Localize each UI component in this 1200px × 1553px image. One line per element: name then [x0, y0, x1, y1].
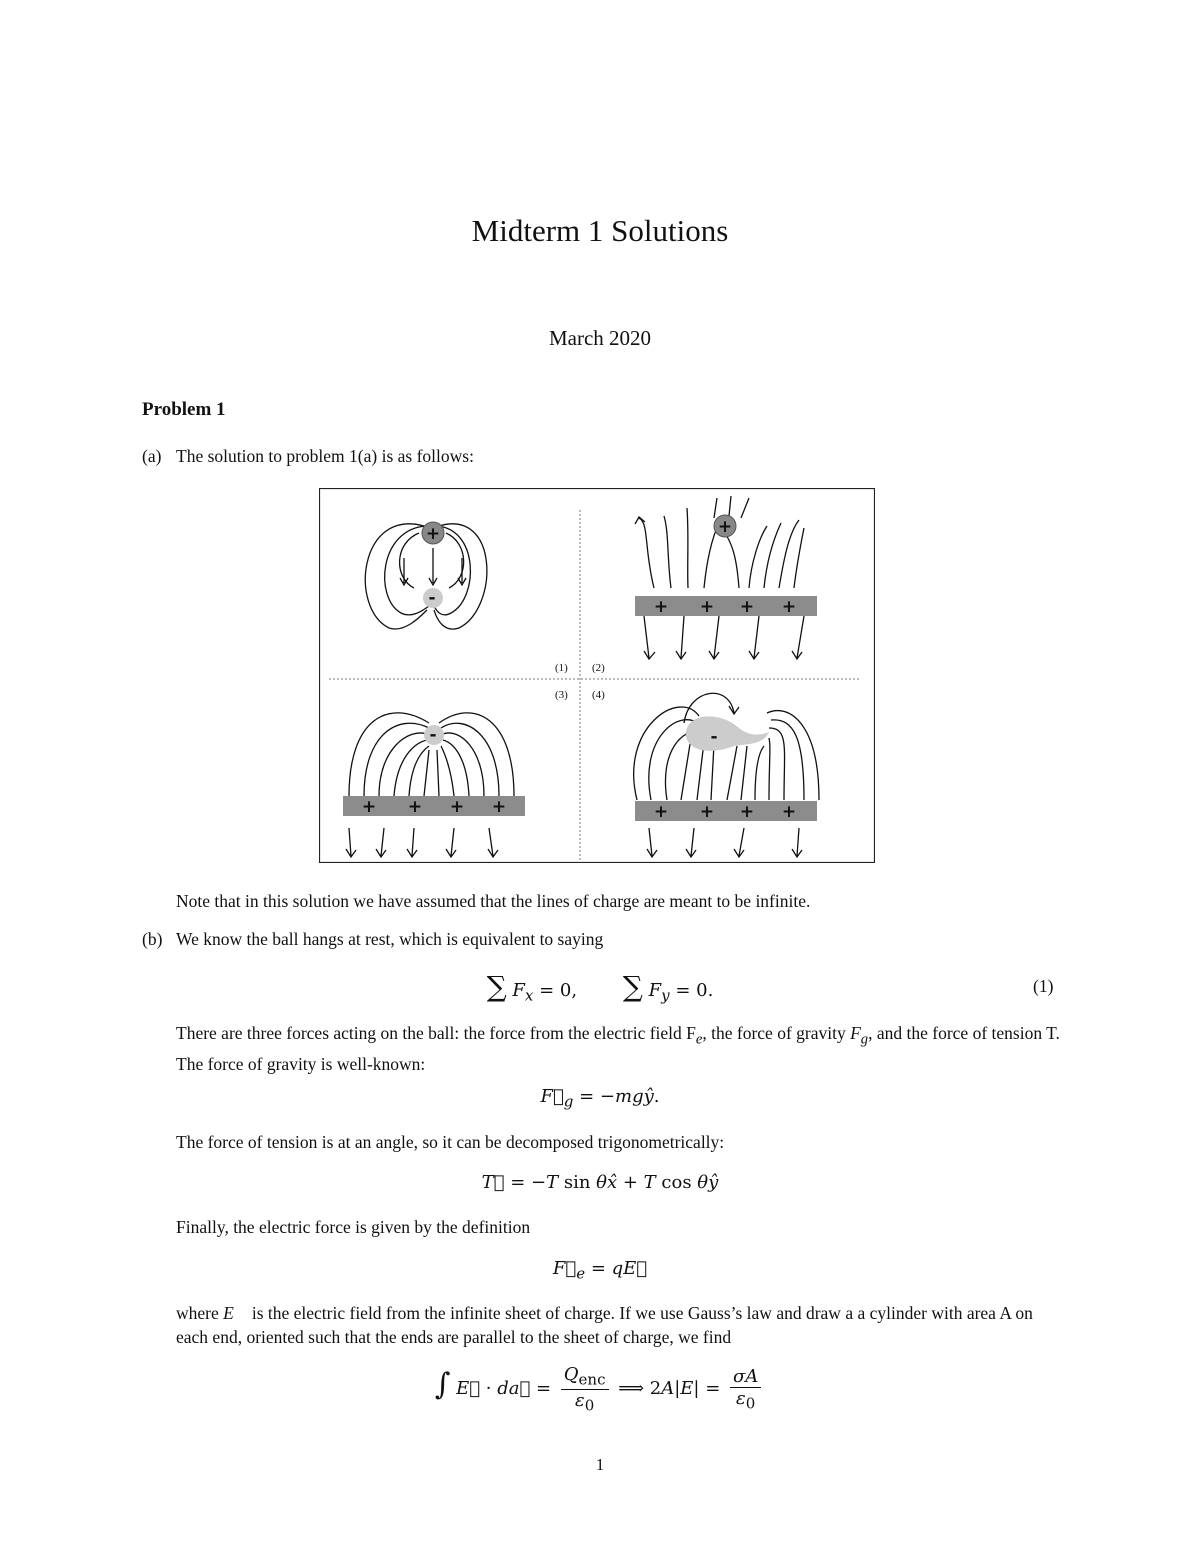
plus-sign: +	[699, 597, 715, 617]
plus-sign: +	[491, 797, 507, 817]
panel-label-2: (2)	[592, 662, 605, 674]
plus-sign: +	[653, 597, 669, 617]
note-text: Note that in this solution we have assumed that the lines of charge are meant to be infinite.	[176, 891, 811, 911]
gauss-paragraph: where E⃗ is the electric field from the infinite sheet of charge. If we use Gauss’s law and draw a a cylinder with area A on each end, oriented such that the ends are parallel to the sheet of charge, we find	[176, 1303, 1033, 1347]
problem-heading: Problem 1	[142, 399, 226, 420]
equation-gravity: $F⃗_g$ = −mgŷ.	[540, 1086, 660, 1111]
forces-paragraph: There are three forces acting on the ball: the force from the electric field $F_e$, the force of gravity $F_g$, and the force of tension T. The force of gravity is well-known:	[176, 1023, 1060, 1074]
gauss-text-1: is the electric field from the infinite sheet of charge. If we use Gauss’s law and draw a a cylinder	[251, 1303, 927, 1323]
part-a-label: (a)	[142, 446, 162, 466]
plus-sign: +	[425, 524, 441, 544]
minus-sign: -	[429, 725, 437, 745]
plus-sign: +	[717, 517, 733, 537]
part-b-label: (b)	[142, 929, 163, 949]
panel-label-4: (4)	[592, 689, 605, 701]
plus-sign: +	[781, 802, 797, 822]
electric-text: Finally, the electric force is given by the definition	[176, 1217, 531, 1237]
page-title: Midterm 1 Solutions	[471, 213, 729, 248]
equation-gauss: ∫ E⃗ · da⃗ = $\frac{Q_{enc}}{\varepsilon_0}$ ⟹ 2A|E| = $\frac{\sigma A}{\varepsilon_0}$	[0, 1364, 1200, 1414]
panel-label-3: (3)	[555, 689, 568, 701]
plus-sign: +	[781, 597, 797, 617]
plus-sign: +	[699, 802, 715, 822]
date: March 2020	[548, 326, 652, 350]
plus-sign: +	[739, 597, 755, 617]
plus-sign: +	[653, 802, 669, 822]
minus-sign: -	[428, 588, 436, 608]
tension-text: The force of tension is at an angle, so it can be decomposed trigonometrically:	[176, 1132, 725, 1152]
plus-sign: +	[739, 802, 755, 822]
equation-tension: T⃗ = −T sin θx̂ + T cos θŷ	[481, 1172, 719, 1193]
part-b-intro: We know the ball hangs at rest, which is equivalent to saying	[176, 929, 604, 949]
forces-text-1: There are three forces acting on the ball: the force from the electric field F	[176, 1023, 696, 1043]
plus-sign: +	[407, 797, 423, 817]
forces-text-2: the force of tension T. The force of gravity is well-known:	[176, 1023, 1060, 1074]
field-lines-figure	[319, 488, 875, 863]
page-number: 1	[595, 1455, 605, 1474]
equation-1: ∑ $F_x = 0$, ∑ $F_y = 0$.	[486, 970, 714, 1005]
panel-label-1: (1)	[555, 662, 568, 674]
minus-sign: -	[710, 727, 718, 747]
plus-sign: +	[449, 797, 465, 817]
equation-electric: $F⃗_e$ = qE⃗	[552, 1258, 648, 1283]
gauss-text-2: with area A on each end, oriented such that the ends are parallel to the sheet of charge, we find	[176, 1303, 1033, 1347]
plus-sign: +	[361, 797, 377, 817]
part-a-text: The solution to problem 1(a) is as follows:	[176, 446, 474, 466]
equation-number: (1)	[1033, 976, 1054, 996]
